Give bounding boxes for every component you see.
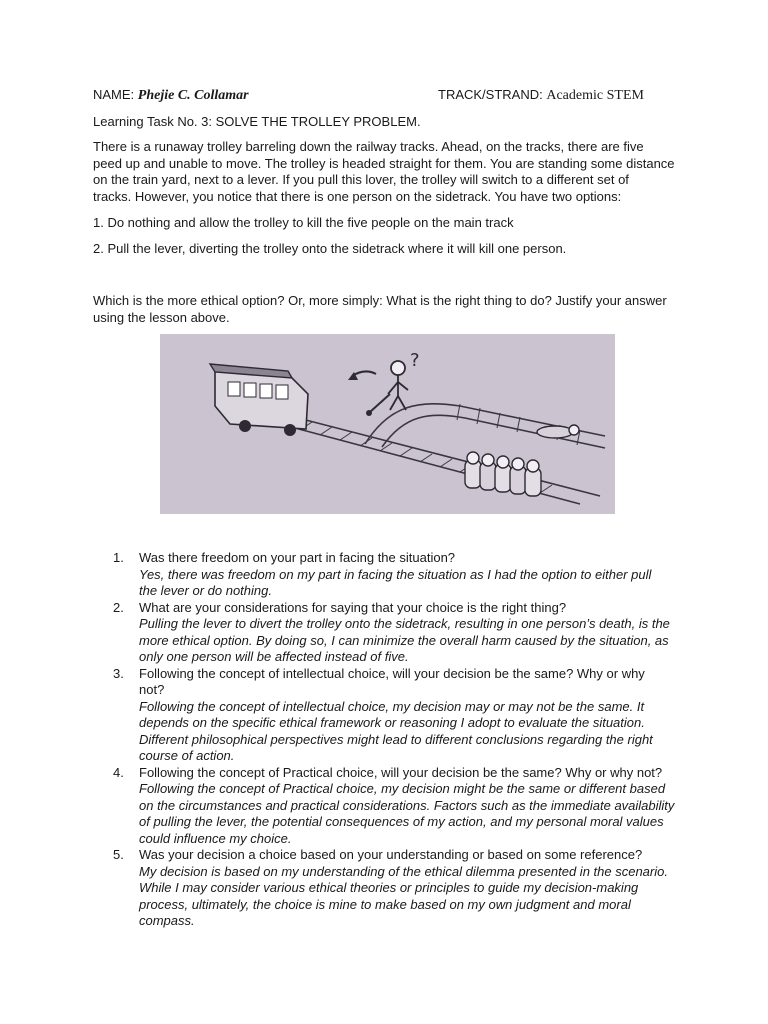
list-item [113,765,683,848]
list-item [113,550,683,600]
question-line: using the lesson above. [93,309,230,325]
track-field [438,87,644,105]
trolley-drawing [160,334,615,514]
person-on-sidetrack [537,425,579,438]
option-2: 2. Pull the lever, diverting the trolley onto the sidetrack where it will kill one person. [93,241,567,256]
five-people-on-main-track [465,452,541,496]
answer-line: more ethical option. By doing so, I can minimize the overall harm caused by the situation, as [139,632,669,648]
task-title: Learning Task No. 3: SOLVE THE TROLLEY PROBLEM. [93,114,421,129]
name-value: Phejie C. Collamar [137,88,249,103]
list-item [113,666,683,765]
item-number: 2. [113,599,124,615]
question-text: What are your considerations for saying that your choice is the right thing? [139,599,567,615]
side-track [365,404,605,448]
question-text: Following the concept of intellectual choice, will your decision be the same? Why or why [139,665,645,681]
answer-line: Yes, there was freedom on my part in facing the situation as I had the option to either pull [139,566,652,582]
question-answer-list [113,550,683,930]
answer-line: only one person will be affected instead of five. [139,649,409,664]
answer-line: Pulling the lever to divert the trolley onto the sidetrack, resulting in one person’s death, is the [139,616,670,631]
item-number: 3. [113,665,124,681]
item-number: 5. [113,847,124,862]
answer-line: on the circumstances and practical considerations. Factors such as the immediate availability [139,797,675,813]
person-at-lever [388,361,408,410]
header-row [93,87,653,105]
answer-line: compass. [139,913,195,928]
track-value: Academic STEM [546,88,644,103]
answer-line: course of action. [139,748,235,763]
question-paragraph [93,293,683,326]
intro-line: There is a runaway trolley barreling down the railway tracks. Ahead, on the tracks, there are five [93,139,644,154]
intro-paragraph [93,139,683,205]
list-item [113,847,683,930]
lever-icon [370,394,390,412]
name-label: NAME: [93,87,135,102]
question-text: Was there freedom on your part in facing the situation? [139,550,456,565]
answer-line: could influence my choice. [139,830,292,846]
question-text: Following the concept of Practical choice, will your decision be the same? Why or why not? [139,764,663,780]
question-line: Which is the more ethical option? Or, more simply: What is the right thing to do? Justify your answer [93,293,667,308]
question-mark-label: ? [410,350,420,371]
answer-line: depends on the specific ethical framework or reasoning I adopt to evaluate the situation. [139,715,645,730]
answer-line: the lever or do nothing. [139,583,272,598]
answer-line: of pulling the lever, the potential consequences of my action, and my personal moral values [139,814,664,829]
intro-line: on the train yard, next to a lever. If you pull this lover, the trolley will switch to a different set of [93,172,629,187]
question-text: Was your decision a choice based on your understanding or based on some reference? [139,847,643,862]
item-number: 4. [113,764,124,780]
answer-line: process, ultimately, the choice is mine to make based on my own judgment and moral [139,896,631,912]
list-item [113,600,683,666]
answer-line: While I may consider various ethical theories or principles to guide my decision-making [139,880,639,895]
intro-line: peed up and unable to move. The trolley is headed straight for them. You are standing some distance [93,155,675,171]
question-text: not? [139,682,165,697]
trolley-illustration [160,334,615,514]
answer-line: Different philosophical perspectives might lead to different conclusions regarding the right [139,731,653,747]
answer-line: Following the concept of Practical choice, my decision might be the same or different based [139,781,666,796]
name-field [93,87,249,105]
item-number: 1. [113,550,124,565]
track-label: TRACK/STRAND: [438,87,543,102]
intro-line: tracks. However, you notice that there is one person on the sidetrack. You have two options: [93,188,622,204]
trolley-car [210,364,308,436]
option-1: 1. Do nothing and allow the trolley to kill the five people on the main track [93,215,514,230]
answer-line: My decision is based on my understanding of the ethical dilemma presented in the scenario. [139,863,668,879]
answer-line: Following the concept of intellectual choice, my decision may or may not be the same. It [139,698,645,714]
